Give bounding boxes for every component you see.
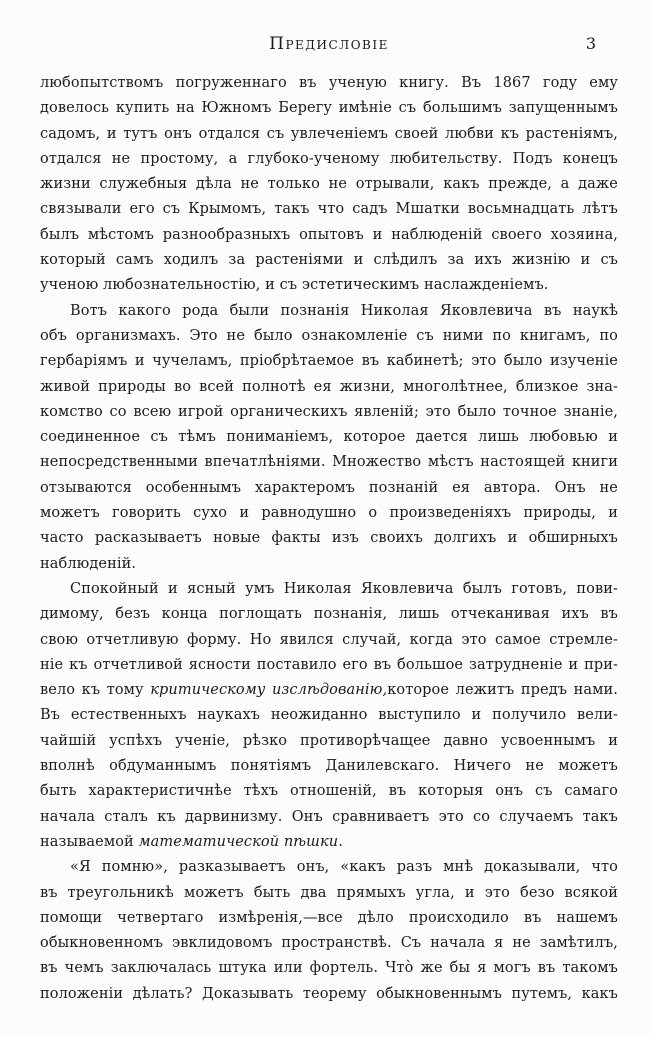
text-segment: довелось купить на Южномъ Берегу имѣніе съ большимъ запущеннымъ (40, 100, 618, 117)
paragraph (40, 855, 618, 1007)
text-segment: жизни служебныя дѣла не только не отрывали, какъ прежде, а даже (40, 176, 618, 193)
text-segment: помощи четвертаго измѣренія,—все дѣло происходило въ нашемъ (40, 909, 618, 926)
text-line (40, 906, 618, 931)
text-segment: комство со всею игрой органическихъ явленій; это было точное знаніе, (40, 403, 618, 420)
text-segment: вполнѣ обдуманнымъ понятіямъ Данилевскаго. Ничего не можетъ (40, 758, 618, 775)
text-line (40, 248, 618, 273)
text-line (40, 628, 618, 653)
text-line (40, 122, 618, 147)
italic-text-segment: критическому изслѣдованію, (150, 682, 388, 699)
page-number: 3 (585, 34, 596, 53)
text-segment: непосредственными впечатлѣніями. Множество мѣстъ настоящей книги (40, 454, 618, 471)
paragraph (40, 299, 618, 577)
text-segment: гербаріямъ и чучеламъ, пріобрѣтаемое въ кабинетѣ; это было изученіе (40, 353, 618, 370)
text-segment: которое лежитъ предъ нами. (387, 682, 618, 699)
text-line (40, 349, 618, 374)
text-line (40, 172, 618, 197)
text-line (40, 805, 618, 830)
italic-text-segment: математической пѣшки (138, 833, 339, 850)
text-line (40, 501, 618, 526)
text-segment: начала сталъ къ дарвинизму. Онъ сравниваетъ это со случаемъ такъ (40, 808, 618, 825)
text-line (40, 855, 618, 880)
text-line (40, 400, 618, 425)
text-line (40, 982, 618, 1007)
text-segment: любопытствомъ погруженнаго въ ученую книгу. Въ 1867 году ему (40, 75, 618, 91)
text-line (40, 273, 618, 298)
text-line (40, 147, 618, 172)
text-segment: Спокойный и ясный умъ Николая Яковлевича былъ готовъ, пови- (70, 580, 618, 597)
text-line (40, 653, 618, 678)
text-segment: часто расказываетъ новые факты изъ своихъ долгихъ и обширныхъ (40, 530, 618, 547)
text-segment: былъ мѣстомъ разнообразныхъ опытовъ и наблюденій своего хозяина, (40, 226, 618, 243)
text-line (40, 450, 618, 475)
text-line (40, 577, 618, 602)
text-line (40, 71, 618, 96)
text-segment: наблюденій. (40, 555, 137, 572)
text-line (40, 754, 618, 779)
text-line (40, 678, 618, 703)
text-line (40, 552, 618, 577)
text-segment: вело къ тому (40, 682, 151, 699)
text-line (40, 729, 618, 754)
text-line (40, 881, 618, 906)
text-segment: ученою любознательностію, и съ эстетическимъ наслажденіемъ. (40, 277, 549, 294)
text-line (40, 703, 618, 728)
running-header (40, 34, 618, 56)
text-line (40, 425, 618, 450)
text-line (40, 324, 618, 349)
text-segment: отзываются особеннымъ характеромъ познаній ея автора. Онъ не (40, 479, 618, 496)
text-segment: отдался не простому, а глубоко-ученому любительству. Подъ конецъ (40, 150, 618, 167)
text-segment: обыкновенномъ эвклидовомъ пространствѣ. Съ начала я не замѣтилъ, (40, 935, 618, 952)
text-line (40, 197, 618, 222)
text-segment: «Я помню», разказываетъ онъ, «какъ разъ мнѣ доказывали, что (70, 859, 618, 876)
text-segment: можетъ говорить сухо и равнодушно о произведеніяхъ природы, и (40, 505, 618, 522)
text-segment: въ чемъ заключалась штука или фортель. Чтò же бы я могъ въ такомъ (40, 960, 618, 977)
text-segment: Въ естественныхъ наукахъ неожиданно выступило и получило вели- (40, 707, 618, 724)
text-segment: соединенное съ тѣмъ пониманіемъ, которое дается лишь любовью и (40, 429, 618, 446)
text-segment: чайшій успѣхъ ученіе, рѣзко противорѣчащее давно усвоеннымъ и (40, 732, 618, 749)
text-line (40, 223, 618, 248)
text-line (40, 476, 618, 501)
text-segment: садомъ, и тутъ онъ отдался съ увлеченіемъ своей любви къ растеніямъ, (40, 125, 618, 142)
text-line (40, 602, 618, 627)
text-segment: ніе къ отчетливой ясности поставило его въ большое затрудненіе и при- (40, 656, 618, 673)
text-segment: объ организмахъ. Это не было ознакомленіе съ ними по книгамъ, по (40, 327, 618, 344)
text-segment: свою отчетливую форму. Но явился случай, когда это самое стремле- (40, 631, 618, 648)
text-line (40, 956, 618, 981)
paragraph (40, 577, 618, 855)
text-segment: который самъ ходилъ за растеніями и слѣдилъ за ихъ жизнію и съ (40, 252, 618, 269)
text-line (40, 299, 618, 324)
text-segment: Вотъ какого рода были познанія Николая Яковлевича въ наукѣ (70, 302, 618, 319)
text-segment: живой природы во всей полнотѣ ея жизни, многолѣтнее, близкое зна- (40, 378, 618, 395)
text-line (40, 830, 618, 855)
text-segment: . (338, 833, 343, 850)
text-line (40, 779, 618, 804)
text-segment: въ треугольникѣ можетъ быть два прямыхъ угла, и это безо всякой (40, 884, 618, 901)
text-segment: быть характеристичнѣе тѣхъ отношеній, въ которыя онъ съ самаго (40, 783, 618, 800)
chapter-title: Предисловіе (269, 34, 389, 54)
paragraph (40, 71, 618, 299)
text-segment: связывали его съ Крымомъ, такъ что садъ Мшатки восьмнадцать лѣтъ (40, 201, 618, 218)
text-line (40, 526, 618, 551)
text-segment: димому, безъ конца поглощать познанія, лишь отчеканивая ихъ въ (40, 606, 618, 623)
text-block (40, 71, 618, 1007)
text-line (40, 931, 618, 956)
text-line (40, 96, 618, 121)
text-line (40, 375, 618, 400)
text-segment: называемой (40, 833, 139, 850)
text-segment: положеніи дѣлать? Доказывать теорему обыкновеннымъ путемъ, какъ (40, 985, 618, 1002)
